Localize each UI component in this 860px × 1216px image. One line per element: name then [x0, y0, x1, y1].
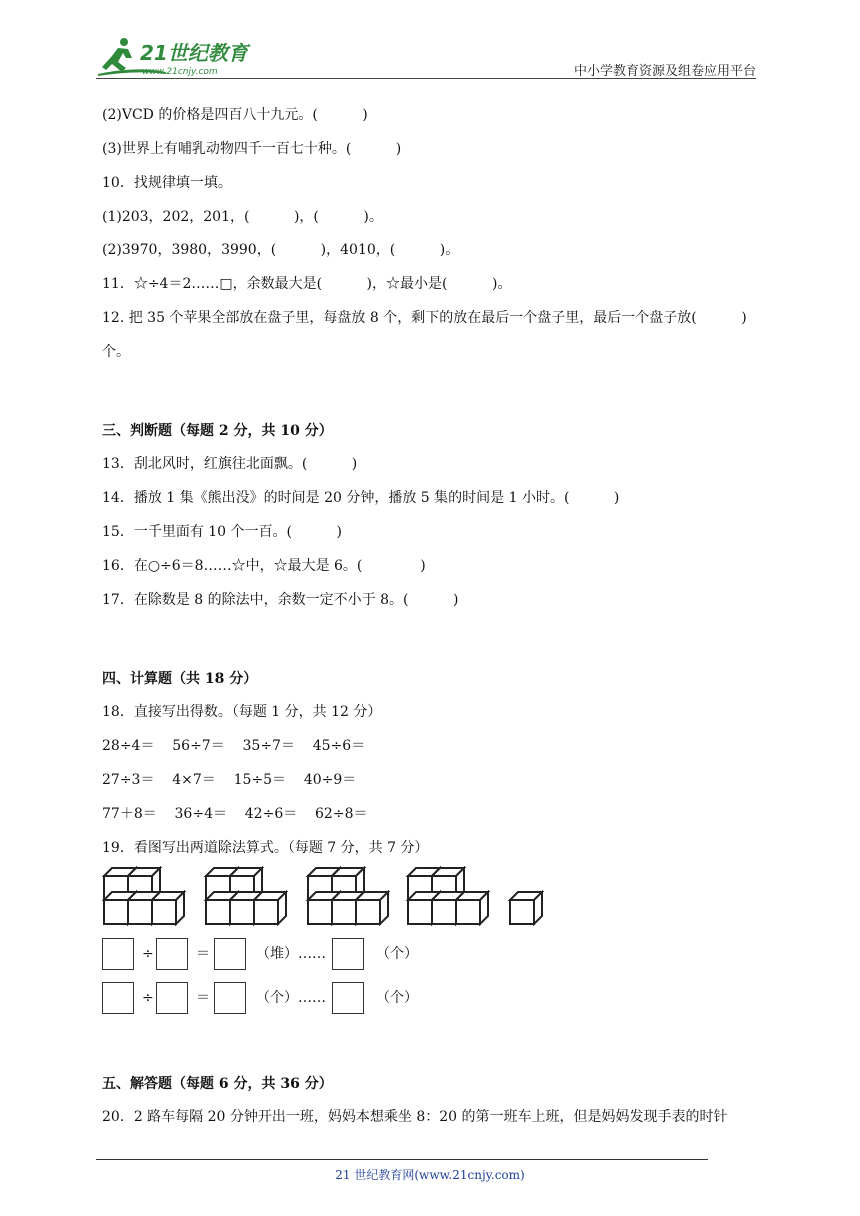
logo-text: 21世纪教育 — [140, 41, 248, 65]
unit-label-piece-3: （个） — [376, 990, 418, 1006]
question-17: 17．在除数是 8 的除法中，余数一定不小于 8。( ) — [102, 592, 459, 608]
header-divider — [96, 78, 756, 79]
question-10-2: (2)3970，3980，3990，( )，4010，( )。 — [102, 242, 460, 258]
section-3-title: 三、判断题（每题 2 分，共 10 分） — [102, 423, 333, 439]
unit-label-piece-2: （个）…… — [256, 990, 326, 1006]
footer-text: 21 世纪教育网(www.21cnjy.com) — [335, 1168, 525, 1182]
question-10: 10．找规律填一填。 — [102, 175, 232, 191]
question-12-continued: 个。 — [102, 344, 130, 360]
question-14: 14．播放 1 集《熊出没》的时间是 20 分钟，播放 5 集的时间是 1 小时。( ) — [102, 490, 620, 506]
question-10-1: (1)203，202，201，( )，( )。 — [102, 209, 383, 225]
divide-sign-1: ÷ — [142, 946, 154, 962]
cube-group-4 — [408, 868, 488, 924]
calc-row-1: 28÷4＝ 56÷7＝ 35÷7＝ 45÷6＝ — [102, 738, 366, 754]
site-logo — [96, 36, 266, 78]
calc-row-3: 77＋8＝ 36÷4＝ 42÷6＝ 62÷8＝ — [102, 806, 368, 822]
answer-box-quotient-2[interactable] — [214, 982, 246, 1014]
header-platform-text: 中小学教育资源及组卷应用平台 — [573, 64, 756, 79]
question-12: 12. 把 35 个苹果全部放在盘子里，每盘放 8 个，剩下的放在最后一个盘子里，最后一个盘子放( ) — [102, 310, 747, 326]
equals-sign-2: ＝ — [196, 990, 210, 1006]
question-13: 13．刮北风时，红旗往北面飘。( ) — [102, 456, 358, 472]
cube-figure — [102, 866, 552, 926]
cube-group-3 — [308, 868, 388, 924]
section-4-title: 四、计算题（共 18 分） — [102, 671, 258, 687]
logo-url: www.21cnjy.com — [142, 67, 218, 77]
section-5-title: 五、解答题（每题 6 分，共 36 分） — [102, 1076, 333, 1092]
question-20: 20．2 路车每隔 20 分钟开出一班，妈妈本想乘坐 8：20 的第一班车上班，但是妈妈发现手表的时针 — [102, 1109, 728, 1125]
answer-box-divisor-2[interactable] — [156, 982, 188, 1014]
unit-label-piece-1: （个） — [376, 946, 418, 962]
cube-group-2 — [206, 868, 286, 924]
answer-box-divisor-1[interactable] — [156, 938, 188, 970]
answer-box-remainder-1[interactable] — [332, 938, 364, 970]
question-18: 18．直接写出得数。（每题 1 分，共 12 分） — [102, 704, 382, 720]
answer-box-remainder-2[interactable] — [332, 982, 364, 1014]
question-19: 19．看图写出两道除法算式。（每题 7 分，共 7 分） — [102, 840, 429, 856]
question-11: 11．☆÷4＝2……□，余数最大是( )，☆最小是( )。 — [102, 276, 512, 292]
answer-box-dividend-2[interactable] — [102, 982, 134, 1014]
question-9-2: (2)VCD 的价格是四百八十九元。( ) — [102, 107, 368, 123]
cube-group-1 — [104, 868, 184, 924]
question-16: 16．在○÷6＝8……☆中，☆最大是 6。( ) — [102, 558, 426, 574]
question-9-3: (3)世界上有哺乳动物四千一百七十种。( ) — [102, 141, 402, 157]
equals-sign-1: ＝ — [196, 946, 210, 962]
divide-sign-2: ÷ — [142, 990, 154, 1006]
single-cube — [510, 892, 542, 924]
footer-divider — [96, 1159, 708, 1160]
unit-label-pile: （堆）…… — [256, 946, 326, 962]
answer-box-dividend-1[interactable] — [102, 938, 134, 970]
calc-row-2: 27÷3＝ 4×7＝ 15÷5＝ 40÷9＝ — [102, 772, 357, 788]
question-15: 15．一千里面有 10 个一百。( ) — [102, 524, 342, 540]
answer-box-quotient-1[interactable] — [214, 938, 246, 970]
